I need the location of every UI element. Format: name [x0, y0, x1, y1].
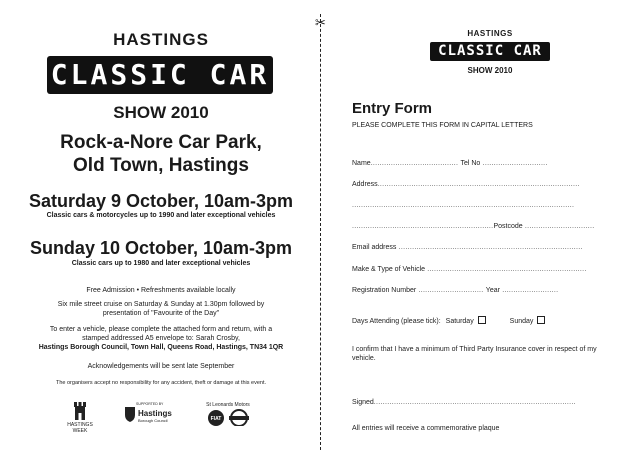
castle-icon	[73, 402, 87, 420]
st-leonards-label: St Leonards Motors	[206, 402, 250, 408]
signed-label: Signed	[352, 399, 374, 406]
cut-line	[320, 14, 321, 450]
name-label: Name	[352, 160, 371, 167]
st-leonards-motors-logo	[198, 402, 258, 428]
registration-label: Registration Number	[352, 287, 417, 294]
poster-disclaimer: The organisers accept no responsibility for any accident, theft or damage at this event.	[55, 380, 267, 386]
poster-hastings-title: HASTINGS	[113, 30, 209, 49]
form-title: Entry Form	[352, 100, 433, 117]
hastings-week-logo	[60, 402, 100, 434]
car-brand-badges-icon	[205, 408, 251, 426]
poster-cruise-line1: Six mile street cruise on Saturday & Sunday at 1.30pm followed by	[57, 301, 265, 308]
sponsor-logos	[60, 402, 270, 434]
year-label: Year	[485, 287, 500, 294]
poster-saturday-date: Saturday 9 October, 10am-3pm	[28, 191, 294, 211]
poster-sunday-detail: Classic cars up to 1980 and later exceptional vehicles	[71, 260, 251, 267]
form-classic-car-badge	[430, 42, 550, 61]
council-logo	[124, 402, 182, 423]
address-line2-field[interactable]: ...................................................................................................	[352, 202, 575, 209]
name-field[interactable]: Name....................................... Tel No .............................	[352, 160, 548, 167]
poster-enter-line1: To enter a vehicle, please complete the attached form and return, with a	[49, 326, 273, 333]
supported-by-label: SUPPORTED BY	[136, 402, 164, 406]
scissors-icon: ✂	[315, 15, 326, 30]
hastings-week-label: HASTINGS WEEK	[67, 422, 93, 434]
registration-field[interactable]: Registration Number ............................. Year .........................	[352, 287, 559, 294]
poster-cruise-line2: presentation of "Favourite of the Day"	[102, 310, 220, 317]
days-attending-row	[352, 316, 614, 326]
postcode-field[interactable]: ...............................................................Postcode ...............................	[352, 223, 595, 230]
poster-show-year: SHOW 2010	[113, 103, 209, 122]
form-hastings-title: HASTINGS	[467, 29, 513, 38]
postcode-label: Postcode	[493, 223, 523, 230]
poster-venue-line2: Old Town, Hastings	[73, 155, 249, 176]
vehicle-label: Make & Type of Vehicle	[352, 266, 426, 273]
poster-enter-line2: stamped addressed A5 envelope to: Sarah Crosby,	[82, 335, 240, 342]
sunday-label: Sunday	[509, 318, 534, 325]
council-crest-icon	[124, 406, 136, 422]
email-field[interactable]: Email address ..................................................................................	[352, 244, 583, 251]
form-instruction: PLEASE COMPLETE THIS FORM IN CAPITAL LETTERS	[352, 122, 533, 129]
poster-classic-car-text: CLASSIC CAR	[50, 58, 270, 91]
poster-enter-line3: Hastings Borough Council, Town Hall, Queens Road, Hastings, TN34 1QR	[38, 344, 284, 351]
vehicle-field[interactable]: Make & Type of Vehicle .......................................................................	[352, 266, 587, 273]
saturday-checkbox[interactable]	[478, 316, 486, 324]
poster-sunday-date: Sunday 10 October, 10am-3pm	[29, 238, 293, 258]
signed-field[interactable]: Signed..........................................................................................	[352, 399, 576, 406]
plaque-note: All entries will receive a commemorative plaque	[352, 425, 500, 432]
poster-venue-line1: Rock-a-Nore Car Park,	[60, 132, 262, 153]
tel-label: Tel No	[460, 160, 481, 167]
saturday-label: Saturday	[445, 318, 474, 325]
poster-saturday-detail: Classic cars & motorcycles up to 1990 and later exceptional vehicles	[46, 212, 276, 219]
form-show-year: SHOW 2010	[467, 66, 513, 75]
svg-text:FIAT: FIAT	[210, 416, 222, 422]
poster-venue	[0, 131, 322, 177]
email-label: Email address	[352, 244, 397, 251]
insurance-statement: I confirm that I have a minimum of Third Party Insurance cover in respect of my vehicle.	[352, 346, 597, 362]
council-sub: Borough Council	[138, 418, 168, 423]
poster-acknowledgements: Acknowledgements will be sent late September	[87, 363, 235, 370]
address-label: Address	[352, 181, 378, 188]
form-classic-car-text: CLASSIC CAR	[438, 43, 542, 59]
sunday-checkbox[interactable]	[537, 316, 545, 324]
council-name: Hastings	[138, 409, 172, 418]
address-field[interactable]: Address..........................................................................................	[352, 181, 580, 188]
days-label: Days Attending (please tick):	[352, 318, 441, 325]
entry-form-panel	[352, 0, 622, 452]
poster-classic-car-badge	[47, 56, 273, 94]
poster-admission: Free Admission • Refreshments available locally	[86, 287, 236, 294]
